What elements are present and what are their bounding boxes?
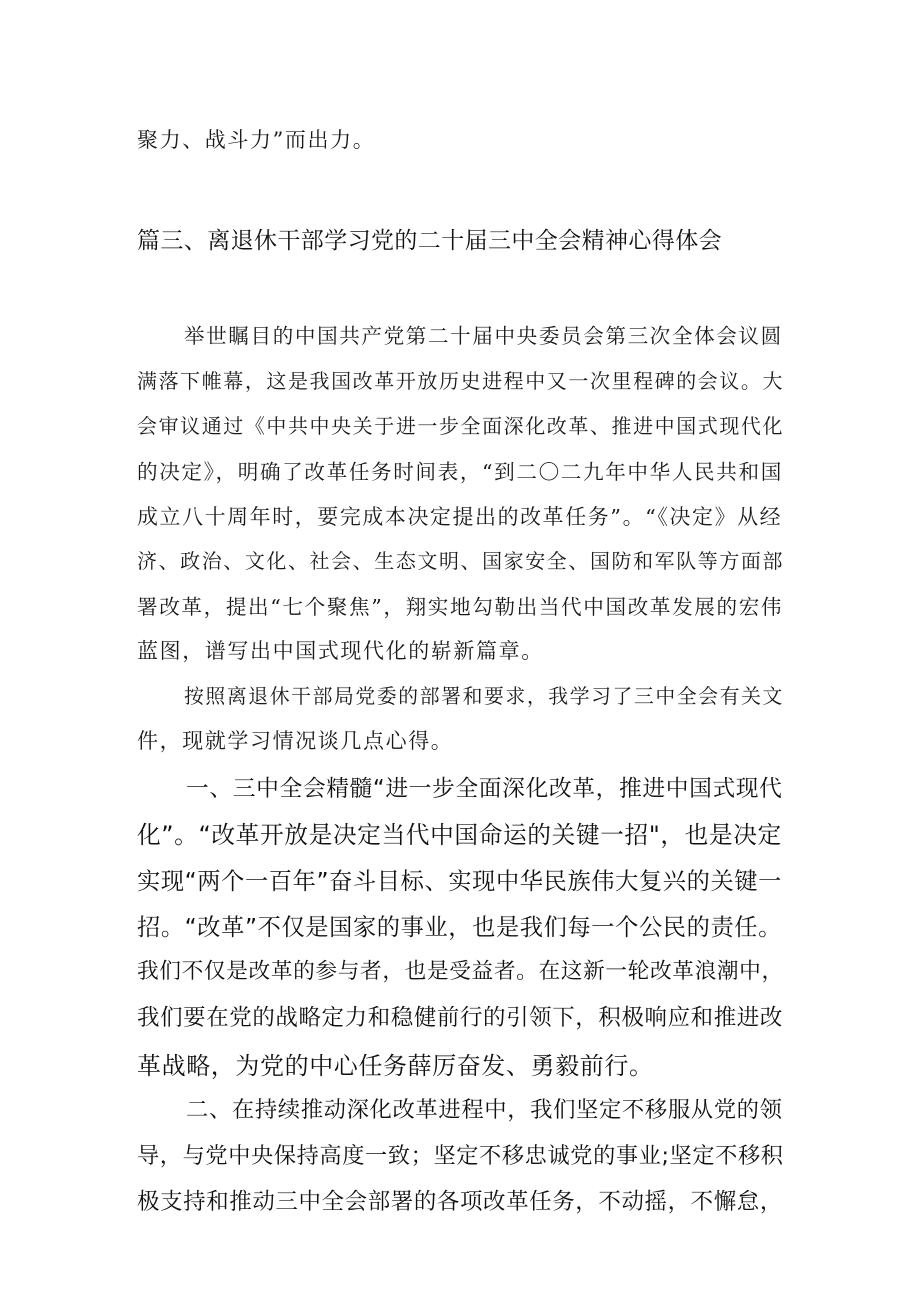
paragraph-line: 我们不仅是改革的参与者，也是受益者。在这新一轮改革浪潮中，: [137, 959, 784, 984]
paragraph-line: 举世瞩目的中国共产党第二十届中央委员会第三次全体会议圆: [184, 324, 783, 348]
paragraph-line: 化”。“改革开放是决定当代中国命运的关键一招"，也是决定: [137, 821, 782, 849]
continuation-line: 聚力、战斗力”而出力。: [137, 128, 376, 152]
paragraph-line: 导，与党中央保持高度一致；坚定不移忠诚党的事业;坚定不移积: [137, 1143, 784, 1169]
paragraph-line: 二、在持续推动深化改革进程中，我们坚定不移服从党的领: [186, 1097, 783, 1123]
paragraph-line: 署改革，提出“七个聚焦”，翔实地勾勒出当代中国改革发展的宏伟: [137, 595, 784, 619]
paragraph-line: 革战略，为党的中心任务薛厉奋发、勇毅前行。: [137, 1052, 654, 1080]
paragraph-line: 极支持和推动三中全会部署的各项改革任务，不动摇，不懈怠，: [137, 1189, 783, 1215]
paragraph-line: 一、三中全会精髓“进一步全面深化改革，推进中国式现代: [186, 776, 783, 802]
paragraph-line: 成立八十周年时，要完成本决定提出的改革任务”。“《决定》从经: [137, 505, 783, 529]
paragraph-line: 的决定》，明确了改革任务时间表，“到二〇二九年中华人民共和国: [137, 460, 783, 484]
paragraph-line: 我们要在党的战略定力和稳健前行的引领下，积极响应和推进改: [137, 1005, 783, 1031]
paragraph-line: 满落下帷幕，这是我国改革开放历史进程中又一次里程碑的会议。大: [137, 369, 785, 393]
paragraph-line: 济、政治、文化、社会、生态文明、国家安全、国防和军队等方面部: [137, 549, 785, 573]
paragraph-line: 实现“两个一百年”奋斗目标、实现中华民族伟大复兴的关键一: [137, 868, 782, 895]
paragraph-line: 按照离退休干部局党委的部署和要求，我学习了三中全会有关文: [184, 685, 784, 708]
paragraph-line: 会审议通过《中共中央关于进一步全面深化改革、推进中国式现代化: [137, 414, 785, 438]
paragraph-line: 件，现就学习情况谈几点心得。: [137, 729, 454, 753]
paragraph-line: 蓝图，谱写出中国式现代化的崭新篇章。: [137, 639, 544, 663]
paragraph-line: 招。“改革”不仅是国家的事业，也是我们每一个公民的责任。: [137, 914, 782, 941]
section-title: 篇三、离退休干部学习党的二十届三中全会精神心得体会: [137, 228, 722, 254]
